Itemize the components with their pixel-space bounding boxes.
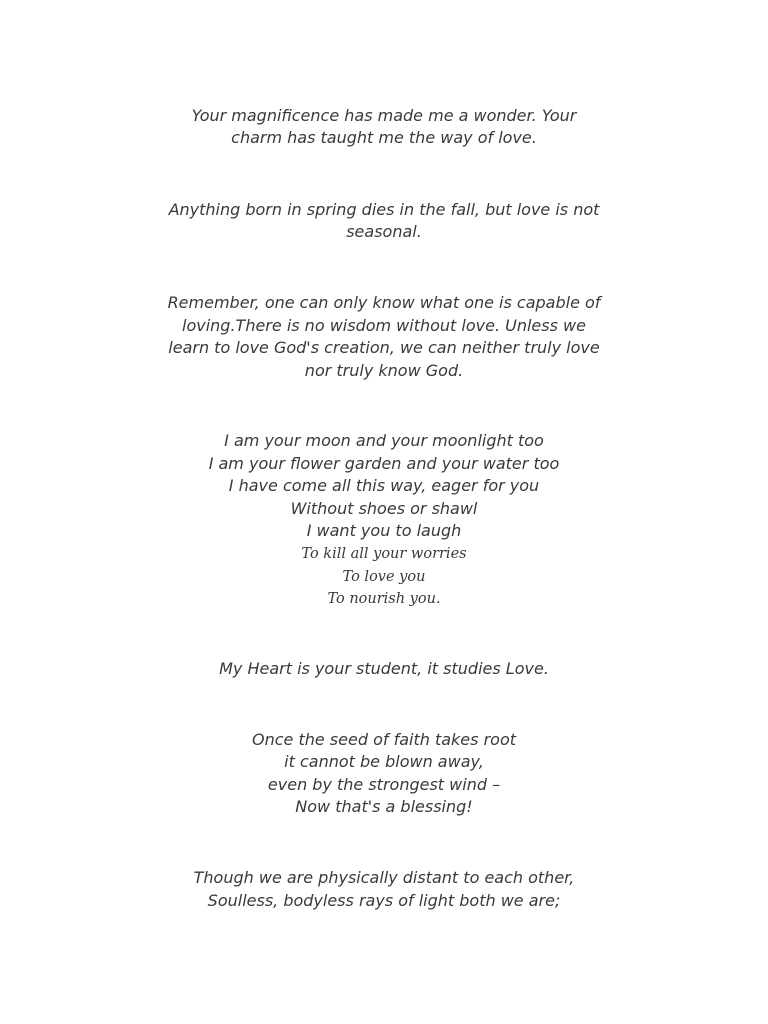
poem-2-line-2: seasonal. [346, 222, 422, 241]
poem-4-line-8: To nourish you. [327, 591, 441, 607]
poem-3-line-2: loving.There is no wisdom without love. Unless we [182, 316, 586, 335]
poem-3-line-3: learn to love God's creation, we can neither truly love [168, 338, 600, 357]
poem-1-line-2: charm has taught me the way of love. [231, 128, 537, 147]
poem-4-line-1: I am your moon and your moonlight too [224, 431, 544, 450]
poem-2-line-1: Anything born in spring dies in the fall, but love is not [168, 200, 600, 219]
poem-4-line-7: To love you [342, 569, 426, 585]
poem-4-line-2: I am your flower garden and your water too [208, 454, 560, 473]
poem-3-line-4: nor truly know God. [304, 361, 464, 380]
poem-1-line-1: Your magnificence has made me a wonder. Your [191, 106, 577, 125]
poem-5-line-1: My Heart is your student, it studies Love. [219, 659, 549, 678]
poem-7-line-2: Soulless, bodyless rays of light both we are; [207, 891, 561, 910]
poem-6-line-1: Once the seed of faith takes root [252, 730, 516, 749]
poem-4-line-5: I want you to laugh [306, 521, 462, 540]
poem-3-line-1: Remember, one can only know what one is capable of [167, 293, 601, 312]
poem-4-line-3: I have come all this way, eager for you [228, 476, 540, 495]
poem-6-line-3: even by the strongest wind – [267, 775, 501, 794]
poem-6-line-4: Now that's a blessing! [295, 797, 473, 816]
poem-4-line-6: To kill all your worries [301, 546, 467, 562]
poem-4-line-4: Without shoes or shawl [290, 499, 478, 518]
poem-6-line-2: it cannot be blown away, [284, 752, 484, 771]
poem-7-line-1: Though we are physically distant to each other, [193, 868, 575, 887]
